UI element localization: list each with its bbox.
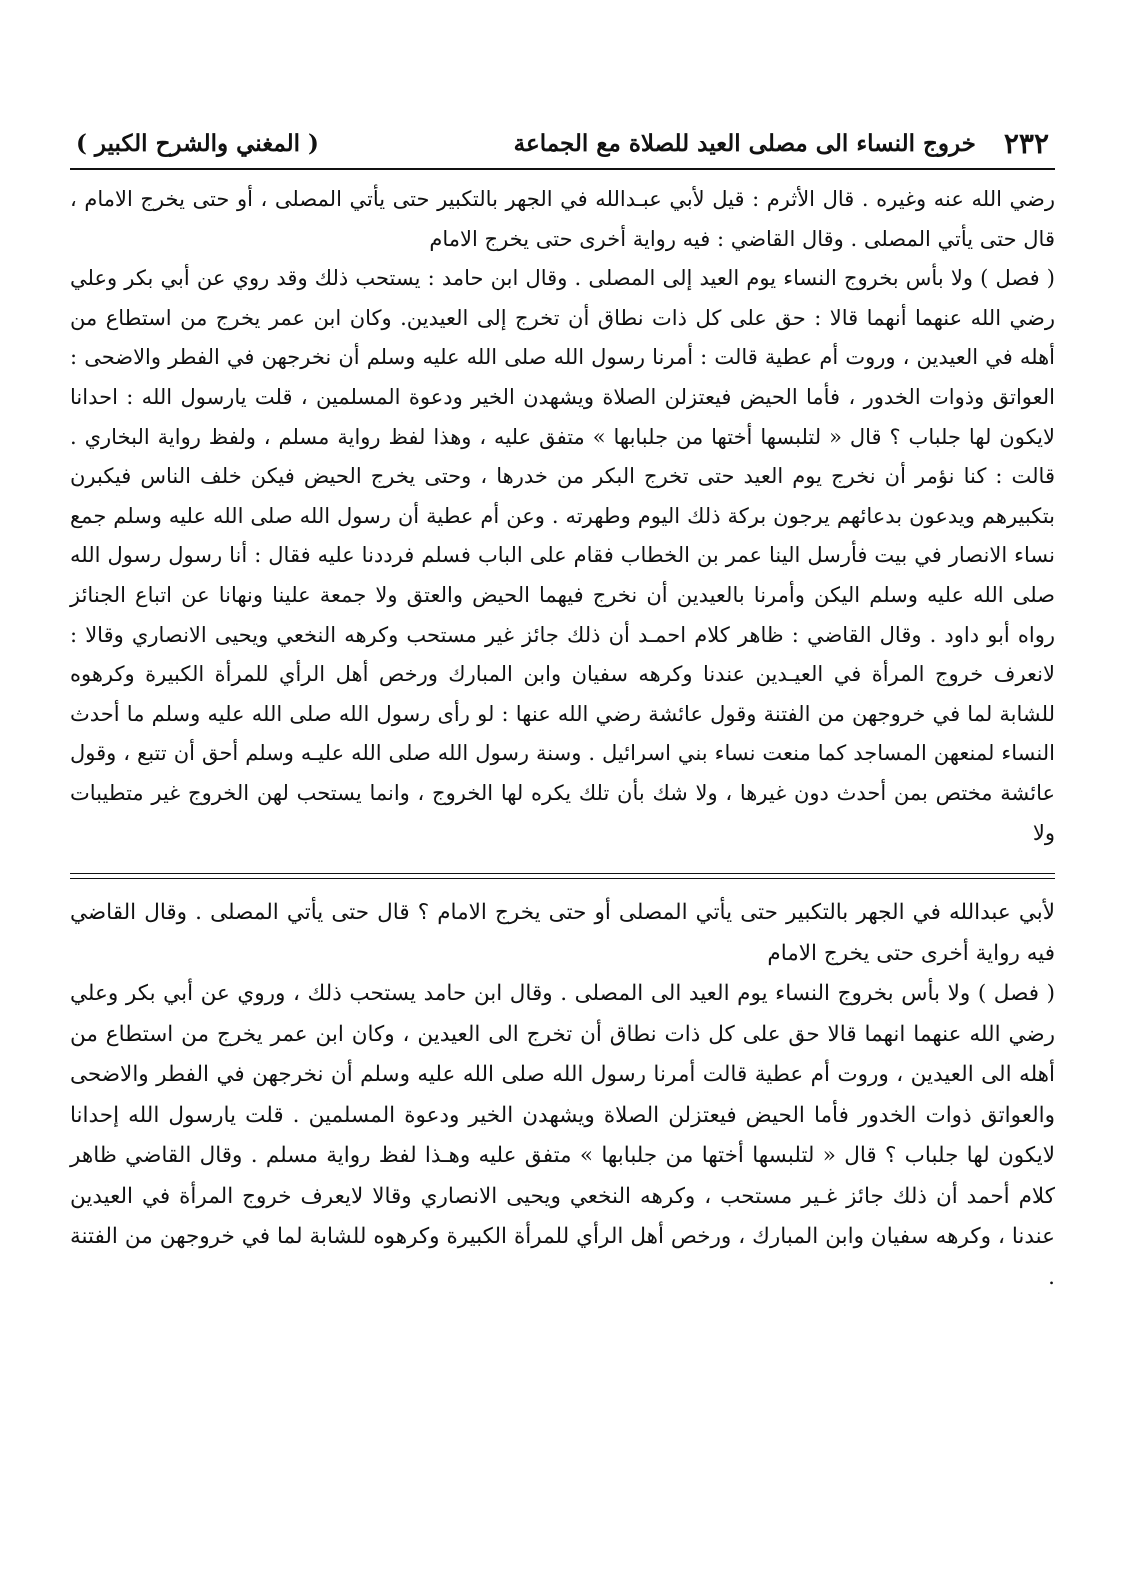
book-title: ( المغني والشرح الكبير ): [76, 129, 319, 157]
main-paragraph: ( فصل ) ولا بأس بخروج النساء يوم العيد إلى المصلى . وقال ابن حامد : يستحب ذلك وقد روي عن أبي بكر وعلي رضي الله عنهما أنهما قالا : حق على كل ذات نطاق أن تخرج إلى العيدين. وكان ابن عمر يخرج من استطاع من أهله في العيدين ، وروت أم عطية قالت : أمرنا رسول الله صلى الله عليه وسلم أن نخرجهن في الفطر والاضحى : العواتق وذوات الخدور ، فأما الحيض فيعتزلن الصلاة ويشهدن الخير ودعوة المسلمين ، قلت يارسول الله : احدانا لايكون لها جلباب ؟ قال « لتلبسها أختها من جلبابها » متفق عليه ، وهذا لفظ رواية مسلم ، ولفظ رواية البخاري . قالت : كنا نؤمر أن نخرج يوم العيد حتى تخرج البكر من خدرها ، وحتى يخرج الحيض فيكن خلف الناس فيكبرن بتكبيرهم ويدعون بدعائهم يرجون بركة ذلك اليوم وطهرته . وعن أم عطية أن رسول الله صلى الله عليه وسلم جمع نساء الانصار في بيت فأرسل الينا عمر بن الخطاب فقام على الباب فسلم فرددنا عليه فقال : أنا رسول رسول الله صلى الله عليه وسلم اليكن وأمرنا بالعيدين أن نخرج فيهما الحيض والعتق ولا جمعة علينا ونهانا عن اتباع الجنائز رواه أبو داود . وقال القاضي : ظاهر كلام احمـد أن ذلك جائز غير مستحب وكرهه النخعي ويحيى الانصاري وقالا : لانعرف خروج المرأة في العيـدين عندنا وكرهه سفيان وابن المبارك ورخص أهل الرأي للمرأة الكبيرة وكرهوه للشابة لما في خروجهن من الفتنة وقول عائشة رضي الله عنها : لو رأى رسول الله صلى الله عليه وسلم ما أحدث النساء لمنعهن المساجد كما منعت نساء بني اسرائيل . وسنة رسول الله صلى الله عليـه وسلم أحق أن تتبع ، وقول عائشة مختص بمن أحدث دون غيرها ، ولا شك بأن تلك يكره لها الخروج ، وانما يستحب لهن الخروج غير متطيبات ولا: [70, 266, 1055, 845]
separator-line: [70, 873, 1055, 874]
commentary-text: [70, 893, 1055, 1298]
section-title: خروج النساء الى مصلى العيد للصلاة مع الجماعة: [513, 129, 976, 157]
header-book-group: [76, 130, 319, 157]
page-header: [70, 118, 1055, 168]
page-number: ٢٣٢: [1003, 126, 1049, 160]
book-page: [70, 118, 1055, 1298]
main-paragraph: رضي الله عنه وغيره . قال الأثرم : قيل لأبي عبـدالله في الجهر بالتكبير حتى يأتي المصلى ، أو حتى يخرج الامام ، قال حتى يأتي المصلى . وقال القاضي : فيه رواية أخرى حتى يخرج الامام: [70, 187, 1055, 251]
commentary-paragraph: لأبي عبدالله في الجهر بالتكبير حتى يأتي المصلى أو حتى يخرج الامام ؟ قال حتى يأتي المصلى . وقال القاضي فيه رواية أخرى حتى يخرج الامام: [70, 900, 1055, 966]
main-text: [70, 180, 1055, 853]
commentary-paragraph: ( فصل ) ولا بأس بخروج النساء يوم العيد الى المصلى . وقال ابن حامد يستحب ذلك ، وروي عن أبي بكر وعلي رضي الله عنهما انهما قالا حق على كل ذات نطاق أن تخرج الى العيدين ، وكان ابن عمر يخرج من استطاع من أهله الى العيدين ، وروت أم عطية قالت أمرنا رسول الله صلى الله عليه وسلم أن نخرجهن في الفطر والاضحى والعواتق ذوات الخدور فأما الحيض فيعتزلن الصلاة ويشهدن الخير ودعوة المسلمين . قلت يارسول الله إحدانا لايكون لها جلباب ؟ قال « لتلبسها أختها من جلبابها » متفق عليه وهـذا لفظ رواية مسلم . وقال القاضي ظاهر كلام أحمد أن ذلك جائز غـير مستحب ، وكرهه النخعي ويحيى الانصاري وقالا لايعرف خروج المرأة في العيدين عندنا ، وكرهه سفيان وابن المبارك ، ورخص أهل الرأي للمرأة الكبيرة وكرهوه للشابة لما في خروجهن من الفتنة .: [70, 981, 1055, 1290]
header-rule: [70, 168, 1055, 170]
footnote-separator: [70, 873, 1055, 883]
header-title-group: [514, 127, 1049, 160]
separator-line: [70, 878, 1055, 879]
